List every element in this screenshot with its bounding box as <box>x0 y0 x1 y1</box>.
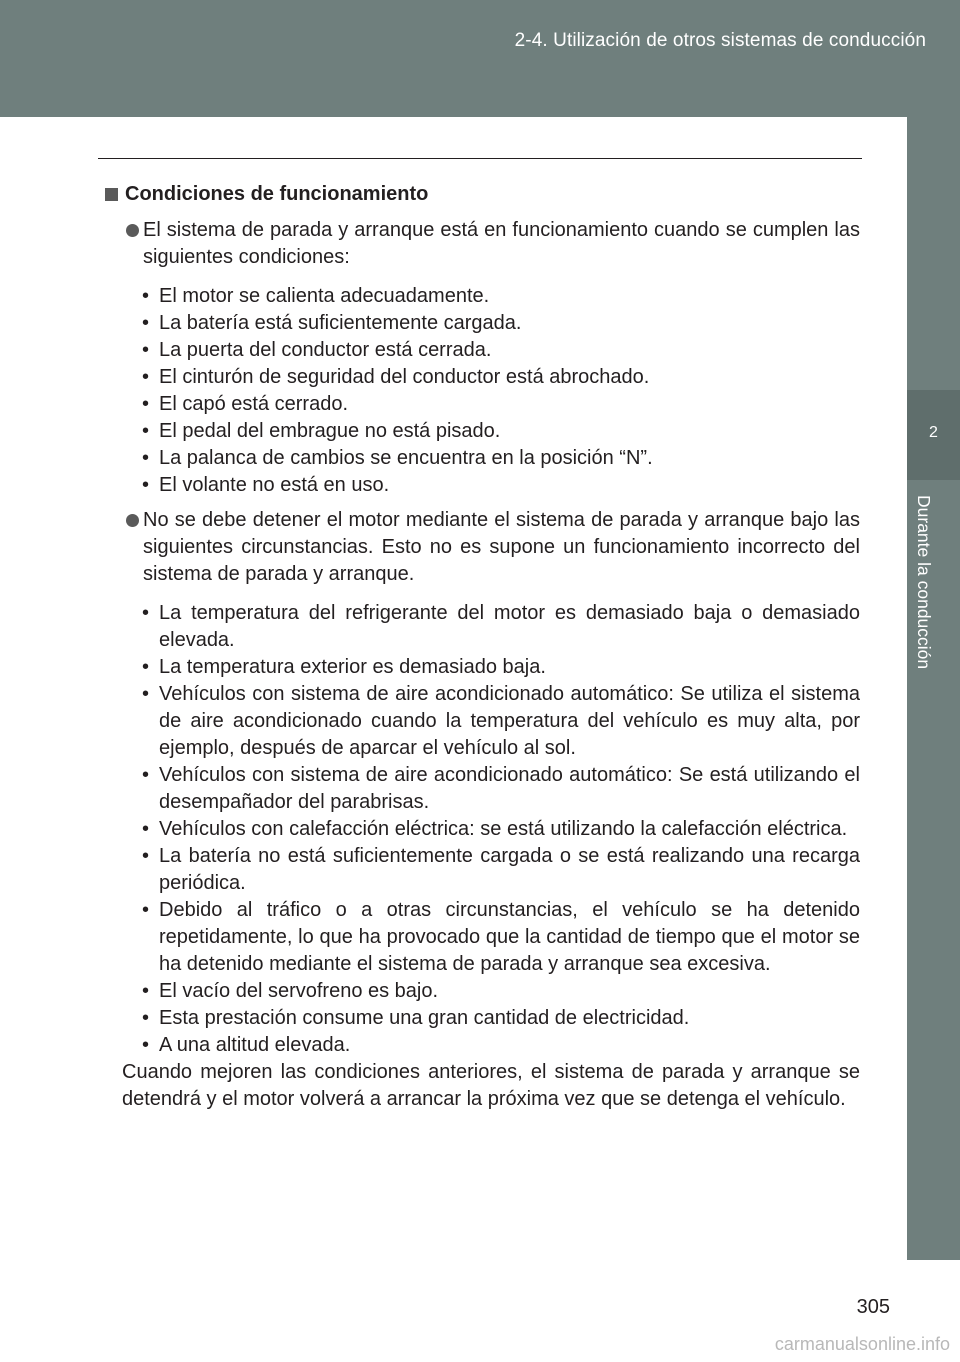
main-content <box>100 181 860 1113</box>
watermark: carmanualsonline.info <box>774 1334 950 1354</box>
page-number: 305 <box>856 1296 890 1318</box>
list-item: • A una altitud elevada. <box>142 1034 351 1056</box>
chapter-number: 2 <box>929 424 938 441</box>
operating-conditions-list <box>100 283 860 499</box>
closing-paragraph: Cuando mejoren las condiciones anteriores, el sistema de parada y arranque se detendrá y el motor volverá a arrancar la próxima vez que se detenga el vehículo. <box>122 1061 860 1110</box>
round-bullet-icon <box>126 224 139 237</box>
bullet-text: El sistema de parada y arranque está en funcionamiento cuando se cumplen las siguientes condiciones: <box>143 219 860 268</box>
list-item: • Vehículos con sistema de aire acondicionado automático: Se utiliza el sistema de aire acondicionado cuando la temperatura del vehículo es muy alta, por ejemplo, después de aparcar el vehículo al sol. <box>142 683 860 759</box>
round-bullet-icon <box>126 514 139 527</box>
list-item: • La temperatura exterior es demasiado baja. <box>142 656 546 678</box>
chapter-number-box <box>907 390 960 480</box>
list-item: • La temperatura del refrigerante del motor es demasiado baja o demasiado elevada. <box>142 602 860 651</box>
list-item: • Debido al tráfico o a otras circunstancias, el vehículo se ha detenido repetidamente, lo que ha provocado que la cantidad de tiempo que el motor se ha detenido mediante el sistema de parada y arranque sea excesiva. <box>142 899 860 975</box>
list-item: • El capó está cerrado. <box>142 393 348 415</box>
bullet-operating-conditions <box>100 217 860 271</box>
list-item: • La batería no está suficientemente cargada o se está realizando una recarga periódica. <box>142 845 860 894</box>
bullet-non-stop-circumstances <box>100 507 860 588</box>
list-item: • Esta prestación consume una gran cantidad de electricidad. <box>142 1007 690 1029</box>
list-item: • Vehículos con calefacción eléctrica: se está utilizando la calefacción eléctrica. <box>142 818 848 840</box>
square-bullet-icon <box>105 188 118 201</box>
circumstances-list <box>100 600 860 1059</box>
bullet-text: No se debe detener el motor mediante el sistema de parada y arranque bajo las siguientes circunstancias. Esto no es supone un funcionamiento incorrecto del sistema de parada y arranque. <box>143 509 860 585</box>
list-item: • El pedal del embrague no está pisado. <box>142 420 501 442</box>
list-item: • El volante no está en uso. <box>142 474 390 496</box>
list-item: • El cinturón de seguridad del conductor está abrochado. <box>142 366 650 388</box>
list-item: • La batería está suficientemente cargada. <box>142 312 522 334</box>
list-item: • La palanca de cambios se encuentra en la posición “N”. <box>142 447 653 469</box>
chapter-label-box <box>914 495 954 725</box>
chapter-label: Durante la conducción <box>914 495 934 670</box>
list-item: • Vehículos con sistema de aire acondicionado automático: Se está utilizando el desempañador del parabrisas. <box>142 764 860 813</box>
section-title: 2-4. Utilización de otros sistemas de conducción <box>514 30 926 51</box>
heading-text: Condiciones de funcionamiento <box>125 183 429 205</box>
header-rule <box>98 158 862 159</box>
list-item: • El motor se calienta adecuadamente. <box>142 285 490 307</box>
section-heading <box>100 181 860 208</box>
page-header <box>0 0 960 117</box>
list-item: • La puerta del conductor está cerrada. <box>142 339 492 361</box>
list-item: • El vacío del servofreno es bajo. <box>142 980 439 1002</box>
